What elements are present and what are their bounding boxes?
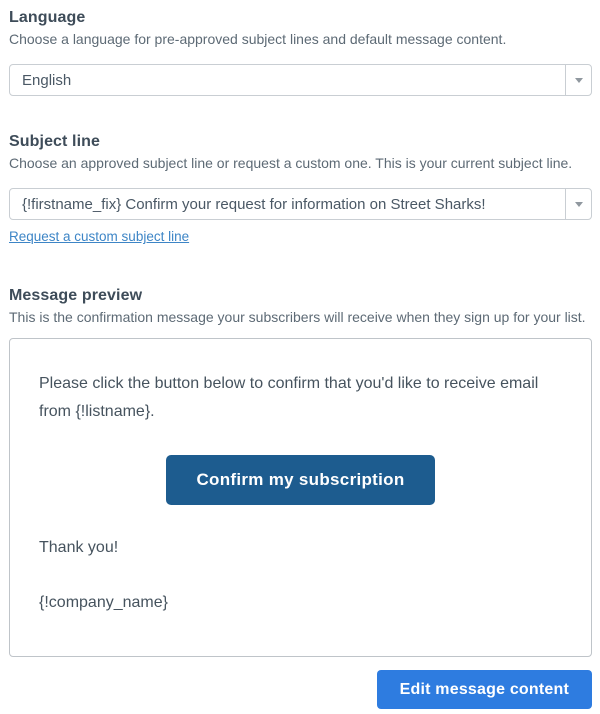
language-description: Choose a language for pre-approved subject lines and default message content. <box>9 31 507 47</box>
preview-signature-text: {!company_name} <box>39 594 168 611</box>
confirm-button-row <box>39 455 562 505</box>
edit-message-content-button[interactable]: Edit message content <box>377 670 592 709</box>
request-custom-subject-link[interactable]: Request a custom subject line <box>9 229 190 244</box>
language-heading: Language <box>9 9 86 26</box>
subject-select-caret-area[interactable] <box>565 189 591 219</box>
language-section <box>9 8 592 96</box>
language-select-value: English <box>22 71 72 89</box>
chevron-down-icon <box>575 202 583 207</box>
footer-actions <box>9 670 592 709</box>
language-select[interactable] <box>9 64 592 96</box>
subject-line-select[interactable] <box>9 188 592 220</box>
message-preview-section <box>9 286 592 657</box>
language-select-caret-area[interactable] <box>565 65 591 95</box>
subject-line-select-value: {!firstname_fix} Confirm your request for information on Street Sharks! <box>22 195 486 213</box>
message-preview-box <box>9 338 592 657</box>
confirm-subscription-button[interactable]: Confirm my subscription <box>166 455 434 505</box>
preview-body-text: Please click the button below to confirm that you'd like to receive email from {!listname}. <box>39 375 539 420</box>
subject-line-heading: Subject line <box>9 133 100 150</box>
chevron-down-icon <box>575 78 583 83</box>
preview-closing-text: Thank you! <box>39 539 119 556</box>
subject-line-description: Choose an approved subject line or request a custom one. This is your current subject line. <box>9 155 573 171</box>
message-preview-description: This is the confirmation message your subscribers will receive when they sign up for your list. <box>9 309 586 325</box>
subject-line-section <box>9 132 592 246</box>
message-preview-heading: Message preview <box>9 287 143 304</box>
